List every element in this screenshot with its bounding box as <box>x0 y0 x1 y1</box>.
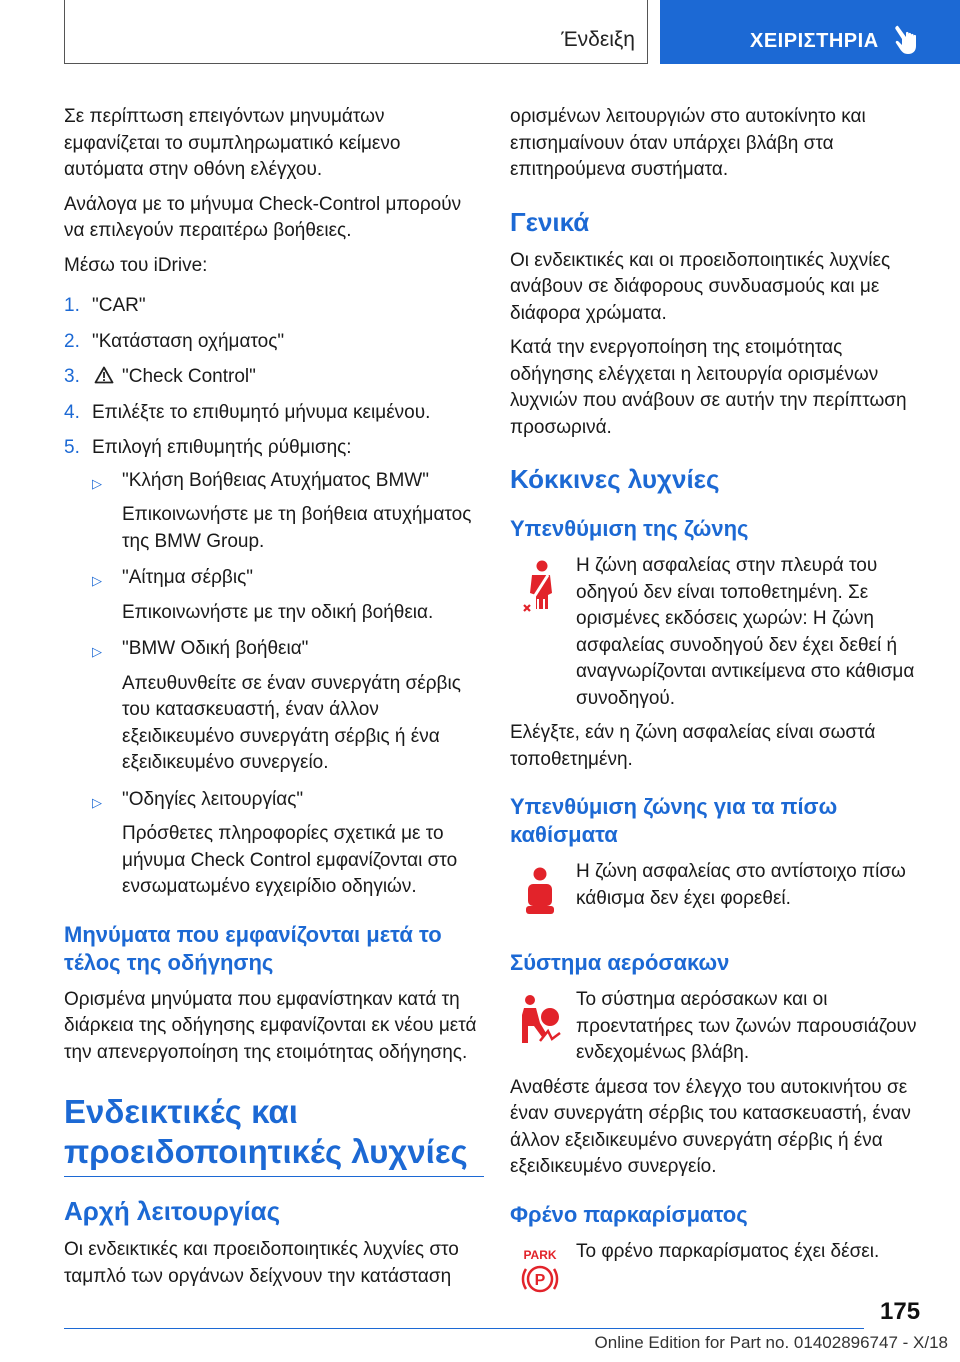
paragraph-general-2: Κατά την ενεργοποίηση της ετοιμότητας οδήγησης ελέγχεται η λειτουργία ορισμένων λυχνιών που ανάβουν σε αυτήν την περίπτωση προσωρινά. <box>510 337 907 438</box>
warning-triangle-icon <box>94 366 114 384</box>
park-icon-letter: P <box>534 1271 546 1289</box>
paragraph-belt-reminder-1: Η ζώνη ασφαλείας στην πλευρά του οδηγού δεν είναι τοποθετημένη. Σε ορισμένες εκδόσεις χωρών: Η ζώνη ασφαλείας συνοδηγού δεν έχει δεθεί ή αναγνωρίζονται αντικείμενα στο κάθισμα συνοδηγού. <box>576 555 915 709</box>
left-column <box>64 104 484 1298</box>
option-item <box>92 636 484 777</box>
parking-brake-block <box>510 1239 930 1309</box>
option-label: "Αίτημα σέρβις" <box>122 567 253 588</box>
paragraph-idrive: Μέσω του iDrive: <box>64 254 208 276</box>
header-tab-label: ΧΕΙΡΙΣΤΗΡΙΑ <box>750 30 879 52</box>
step-text: Επιλέξτε το επιθυμητό μήνυμα κειμένου. <box>92 401 431 423</box>
heading-rear-belt-reminder: Υπενθύμιση ζώνης για τα πίσω καθίσματα <box>510 794 838 847</box>
option-item <box>92 787 484 901</box>
step-number: 1. <box>64 295 80 316</box>
steps-list <box>64 293 484 901</box>
paragraph-urgent-messages: Σε περίπτωση επειγόντων μηνυμάτων εμφανίζεται το συμπληρωματικό κείμενο αυτόματα στην οθόνη ελέγχου. <box>64 106 401 180</box>
belt-reminder-block <box>510 553 930 712</box>
step-item <box>64 329 484 356</box>
park-icon-text: PARK <box>523 1247 557 1262</box>
footer-edition: Online Edition for Part no. 01402896747 - X/18 <box>594 1333 948 1352</box>
step-item <box>64 400 484 427</box>
parking-brake-icon <box>518 1245 562 1301</box>
option-item <box>92 565 484 626</box>
step-item <box>64 293 484 320</box>
paragraph-airbag-1: Το σύστημα αερόσακων και οι προεντατήρες των ζωνών παρουσιάζουν ενδεχομένως βλάβη. <box>576 989 917 1063</box>
option-label: "Οδηγίες λειτουργίας" <box>122 788 304 810</box>
step-number: 5. <box>64 437 80 458</box>
option-description: Πρόσθετες πληροφορίες σχετικά με το μήνυμα Check Control εμφανίζονται στο ενσωματωμένο εγχειρίδιο οδηγιών. <box>122 823 458 897</box>
option-item <box>92 468 484 556</box>
rear-seat-icon <box>518 865 562 921</box>
step-text: "Κατάσταση οχήματος" <box>92 330 285 352</box>
step-text: Επιλογή επιθυμητής ρύθμισης: <box>92 437 352 458</box>
paragraph-continuation: ορισμένων λειτουργιών στο αυτοκίνητο και επισημαίνουν όταν υπάρχει βλάβη στα επιτηρούμενα συστήματα. <box>510 106 866 180</box>
rear-belt-block <box>510 859 930 929</box>
step-text: "CAR" <box>92 295 146 316</box>
option-description: Επικοινωνήστε με τη βοήθεια ατυχήματος της BMW Group. <box>122 504 472 552</box>
option-label: "BMW Οδική βοήθεια" <box>122 638 309 659</box>
triangle-bullet-icon: ▷ <box>92 794 102 810</box>
heading-parking-brake: Φρένο παρκαρίσματος <box>510 1201 748 1227</box>
step-number: 3. <box>64 366 80 387</box>
triangle-bullet-icon: ▷ <box>92 644 102 659</box>
paragraph-belt-reminder-2: Ελέγξτε, εάν η ζώνη ασφαλείας είναι σωστά τοποθετημένη. <box>510 722 876 770</box>
heading-after-drive: Μηνύματα που εμφανίζονται μετά το τέλος της οδήγησης <box>64 921 442 975</box>
step-item <box>64 435 484 901</box>
paragraph-rear-belt: Η ζώνη ασφαλείας στο αντίστοιχο πίσω κάθισμα δεν έχει φορεθεί. <box>576 861 906 909</box>
option-description: Απευθυνθείτε σε έναν συνεργάτη σέρβις του κατασκευαστή, έναν άλλον εξειδικευμένο συνεργάτη σέρβις ή ένα εξειδικευμένο συνεργείο. <box>122 672 461 773</box>
heading-indicator-lights: Ενδεικτικές και προειδοποιητικές λυχνίες <box>64 1093 468 1170</box>
paragraph-airbag-2: Αναθέστε άμεσα τον έλεγχο του αυτοκινήτου σε έναν συνεργάτη σέρβις του κατασκευαστή, έναν άλλον εξειδικευμένο συνεργάτη σέρβις ή ένα εξειδικευμένο συνεργείο. <box>510 1076 911 1177</box>
paragraph-after-drive: Ορισμένα μηνύματα που εμφανίστηκαν κατά τη διάρκεια της οδήγησης εμφανίζονται εκ νέου μετά την απενεργοποίηση της ετοιμότητας οδήγησης. <box>64 988 477 1063</box>
step-text: "Check Control" <box>122 366 256 387</box>
step-item <box>64 364 484 391</box>
right-column <box>510 104 930 1309</box>
heading-red-lights: Κόκκινες λυχνίες <box>510 464 720 494</box>
heading-belt-reminder: Υπενθύμιση της ζώνης <box>510 516 749 541</box>
option-list <box>92 468 484 901</box>
heading-airbag: Σύστημα αερόσακων <box>510 950 730 975</box>
header-section-box <box>64 0 648 64</box>
heading-general: Γενικά <box>510 206 590 237</box>
airbag-icon <box>518 993 562 1049</box>
header-tab-controls[interactable] <box>660 0 960 64</box>
footer-divider <box>64 1328 864 1329</box>
airbag-block <box>510 987 930 1067</box>
option-label: "Κλήση Βοήθειας Ατυχήματος BMW" <box>122 469 429 491</box>
seatbelt-reminder-icon <box>518 559 562 615</box>
heading-principle: Αρχή λειτουργίας <box>64 1196 281 1226</box>
step-number: 4. <box>64 401 80 423</box>
option-description: Επικοινωνήστε με την οδική βοήθεια. <box>122 601 434 623</box>
paragraph-check-control: Ανάλογα με το μήνυμα Check-Control μπορούν να επιλεγούν περαιτέρω βοήθειες. <box>64 193 462 241</box>
paragraph-principle: Οι ενδεικτικές και προειδοποιητικές λυχνίες στο ταμπλό των οργάνων δείχνουν την κατάσταση <box>64 1239 459 1287</box>
triangle-bullet-icon: ▷ <box>92 573 102 588</box>
header-section-label: Ένδειξη <box>561 28 635 51</box>
step-number: 2. <box>64 330 80 352</box>
page-number: 175 <box>880 1298 921 1325</box>
paragraph-parking-brake: Το φρένο παρκαρίσματος έχει δέσει. <box>576 1240 880 1262</box>
pointing-hand-icon <box>892 22 926 56</box>
paragraph-general-1: Οι ενδεικτικές και οι προειδοποιητικές λυχνίες ανάβουν σε διάφορους συνδυασμούς και με διάφορα χρώματα. <box>510 249 891 324</box>
heading-divider <box>64 1176 484 1177</box>
triangle-bullet-icon: ▷ <box>92 475 102 491</box>
